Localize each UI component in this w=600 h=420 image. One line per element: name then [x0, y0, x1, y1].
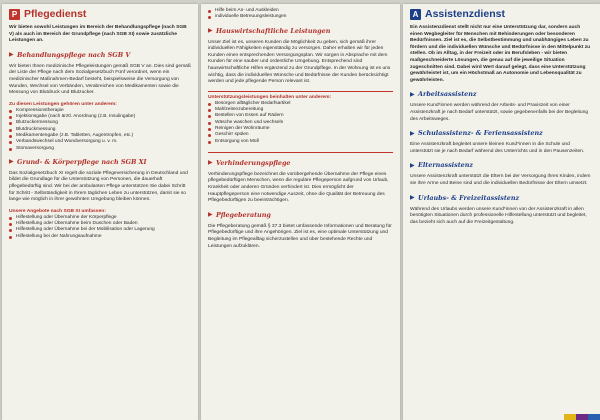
sgbxi-text: Das Sozialgesetzbuch XI regelt die soziale Pflegeversicherung in Deutschland und bildet die Grundlage für die Unterstützung von Personen, die dauerhaft pflegebedürftig sind. Wir bei der ambulanten Pflege unterstützen Sie dabei Schritt für Schritt - Selbständigkeit in Ihrem täglichen Leben zu unterstützen, damit sie so lange wie möglich in ihrer gewohnten Umgebung bleiben können. [9, 170, 188, 203]
bullet-icon [208, 103, 211, 106]
bullet-icon [208, 134, 211, 137]
list-item: Hilfestellung bei der Nahrungsaufnahme [9, 234, 191, 240]
pflegedienst-heading [9, 8, 191, 20]
sgbxi-heading [9, 158, 191, 166]
triangle-icon: ▶ [410, 194, 415, 201]
urlaub-heading-text: Urlaubs- & Freizeitassistenz [418, 193, 520, 202]
haus-heading-text: Hauswirtschaftliche Leistungen [216, 26, 331, 35]
bullet-icon [9, 116, 12, 119]
haus-box [208, 91, 393, 153]
top-list [208, 8, 393, 21]
list-item: Mahlzeitenzubereitung [208, 107, 393, 113]
bullet-icon [9, 141, 12, 144]
triangle-icon: ▶ [9, 51, 14, 59]
pflegeb-heading-text: Pflegeberatung [216, 210, 271, 219]
middle-panel [201, 4, 400, 420]
bullet-icon [9, 223, 12, 226]
arbeit-text: Unsere Kund*innen werden während der Arbeits- und Praxiszeit von einer Assistenzkraft je nach Bedarf unterstützt, sowie gegebenenfalls bei der Begleitung des Arbeitsweges. [410, 103, 589, 122]
list-item: Besorgen alltäglicher Bedarfsartikel [208, 101, 393, 107]
list-item: Medikamentengabe (z.B. Tabletten, Augentropfen, etc.) [9, 133, 191, 139]
bullet-icon [208, 141, 211, 144]
verh-heading [208, 159, 393, 167]
list-item: Hilfestellung oder Übernahme beim Duschen oder Baden [9, 221, 191, 227]
assistenzdienst-title: Assistenzdienst [425, 8, 505, 20]
list-item: Geschirr spülen [208, 132, 393, 138]
triangle-icon: ▶ [208, 211, 213, 219]
schule-text: Eine Assistenzkraft begleitet unsere kleinen Kund*innen in die Schule und unterstützt sie je nach Bedarf während des Unterrichts und in den Pausenzeiten. [410, 142, 585, 154]
list-item: Stomaversorgung [9, 146, 191, 152]
color-stripes [564, 414, 600, 420]
eltern-text: Unsere Assistenzkraft unterstützt die Eltern bei der Versorgung ihres Kindes, indem sie ihre Arme und Beine sind und die individuellen Bedürfnisse der Eltern umsetzt. [410, 174, 591, 186]
pflegedienst-intro: Wir bieten sowohl Leistungen im Bereich der Behandlungspflege (nach SGB V) als auch im Bereich der Grundpflege (nach SGB XI) sowie zusätzliche Leistungen an. [9, 25, 187, 44]
assistenzdienst-badge: A [410, 9, 421, 20]
eltern-heading-text: Elternassistenz [418, 161, 473, 170]
list-item: Reinigen der Wohnräume [208, 126, 393, 132]
right-panel [403, 4, 600, 420]
triangle-icon: ▶ [208, 27, 213, 35]
bullet-icon [9, 229, 12, 232]
triangle-icon: ▶ [410, 129, 415, 137]
bullet-icon [9, 135, 12, 138]
list-item: Hilfestellung oder Übernahme der Körperpflege [9, 215, 191, 221]
bullet-icon [9, 129, 12, 132]
list-item: Blutzuckermessung [9, 120, 191, 126]
schule-heading [410, 129, 593, 137]
bullet-icon [9, 148, 12, 151]
sgbv-list [9, 108, 191, 152]
haus-list-title: Unterstützungsleistungen beinhalten unter anderem: [208, 94, 332, 100]
bullet-icon [208, 109, 211, 112]
sgbv-heading-text: Behandlungspflege nach SGB V [17, 50, 131, 59]
pflegeb-text: Die Pflegeberatung gemäß § 37.3 bietet umfassende Informationen und Beratung für Pflegebedürftige und ihre Angehörigen. Ziel ist es, eine optimale Unterstützung und Begleitung im Pflegealltag sicherzustellen und über bestehende Rechte und Leistungen aufzuklären. [208, 223, 392, 249]
haus-list [208, 101, 393, 145]
pflegedienst-badge: P [9, 9, 20, 20]
verh-heading-text: Verhinderungspflege [216, 158, 291, 167]
assistenzdienst-intro: Ein Assistenzdienst stellt nicht nur eine Unterstützung dar, sondern auch einen Wegbegleiter für Menschen mit Behinderungen oder besonderen Bedürfnissen. Ziel ist es, die Selbstbestimmung und unabhängiges Leben zu fördern und die individuellen Wünsche und Bedürfnisse in den Mittelpunkt zu stellen. Ob im Alltag, in der Freizeit oder im Berufsleben - wir bieten maßgeschneiderte Lösungen, die genau auf die jeweilige Situation zugeschnitten sind. Dabei wird Wert darauf gelegt, dass eine Unterstützung gewährleistet ist, um ein Höchstmaß an Autonomie und Lebensqualität zu gewährleisten. [410, 25, 591, 83]
schule-heading-text: Schulassistenz- & Feriensassistenz [418, 129, 543, 138]
pflegeb-heading [208, 211, 393, 219]
sgbv-heading [9, 51, 191, 59]
list-item: Bestellen von Essen auf Rädern [208, 113, 393, 119]
triangle-icon: ▶ [208, 159, 213, 167]
list-item: Entsorgung von Müll [208, 139, 393, 145]
list-item: Hilfe beim An- und Auskleiden [208, 8, 393, 14]
list-item: Injektionsgabe (nach ärztl. Anordnung (z.B. Insulingabe) [9, 114, 191, 120]
bullet-icon [9, 122, 12, 125]
bullet-icon [208, 16, 211, 19]
list-item: Kompressionstherapie [9, 108, 191, 114]
sgbxi-list-title: Unsere Angebote nach SGB XI umfassen: [9, 208, 106, 214]
arbeit-heading-text: Arbeitsassistenz [418, 90, 477, 99]
bullet-icon [208, 128, 211, 131]
eltern-heading [410, 161, 593, 169]
sgbxi-heading-text: Grund- & Körperpflege nach SGB XI [17, 157, 147, 166]
bullet-icon [9, 217, 12, 220]
urlaub-heading [410, 194, 593, 202]
assistenzdienst-heading [410, 8, 593, 20]
bullet-icon [208, 122, 211, 125]
bullet-icon [208, 10, 211, 13]
sgbxi-list [9, 215, 191, 240]
left-panel [2, 4, 198, 420]
sgbv-text: Wir bieten Ihnen medizinische Pflegeleistungen gemäß SGB V an. Dies sind gemäß der Liste der Pflege nach dem Sozialgesetzbuch Fünf verordnet, wenn ein medizinischer Maßnahmen-Bedarf besteht, beispielsweise die Versorgung von Wunden, Wechsel von Verbänden, Verabreichen von Medikamenten sowie die Messung von Blutdruck und Blutzucker. [9, 63, 191, 96]
list-item: Hilfestellung oder Übernahme bei der Mobilisation oder Lagerung [9, 227, 191, 233]
haus-text: Unser Ziel ist es, unseren Kunden die Möglichkeit zu geben, sich gemäß ihrer individuellen Fähigkeiten eigenständig zu versorgen. Daher erhalten wir für jeden Kunden einen entsprechenden Versorgungsplan. Wir sorgen in Absprache mit dem Kunden für eine sauber und ordentliche Umgebung. Entsprechend sind hauswirtschaftliche Hilfen ergänzend zu der Grundpflege. In der Wohnung ist es uns wichtig, dass die individuellen Wünsche und Bedürfnisse der Kunden berücksichtigt werden und jede pflegende Person relevant ist. [208, 39, 391, 85]
list-item: individuelle Betreuungsleistungen [208, 14, 393, 20]
sgbv-list-title: Zu diesen Leistungen gehören unter anderem: [9, 101, 117, 107]
bullet-icon [9, 236, 12, 239]
list-item: Wäsche waschen und wechseln [208, 120, 393, 126]
pflegedienst-title: Pflegedienst [24, 8, 87, 20]
haus-heading [208, 27, 393, 35]
arbeit-heading [410, 90, 593, 98]
bullet-icon [9, 110, 12, 113]
bullet-icon [208, 115, 211, 118]
verh-text: Verhinderungspflege bezeichnet die vorübergehende Übernahme der Pflege eines pflegebedürftigen Menschen, wenn die reguläre Pflegeperson aufgrund von Urlaub, Krankheit oder anderen Gründen verhindert ist. Dies ermöglicht der Hauptpflegeperson eine notwendige Auszeit, ohne die Qualität der Betreuung des Pflegebedürftigen zu beeinträchtigen. [208, 171, 389, 204]
triangle-icon: ▶ [410, 161, 415, 169]
triangle-icon: ▶ [410, 90, 415, 98]
urlaub-text: Während des Urlaubs werden unsere Kund*innen von der Assistenzkraft in allen benötigten Situationen durch professionelle Hilfestellung unterstützt und begleitet, das bezieht sich auch auf die Freizeitgestaltung. [410, 206, 587, 225]
list-item: Verbandswechsel und Wundversorgung u. v. m. [9, 139, 191, 145]
triangle-icon: ▶ [9, 158, 14, 166]
list-item: Blutdruckmessung [9, 127, 191, 133]
